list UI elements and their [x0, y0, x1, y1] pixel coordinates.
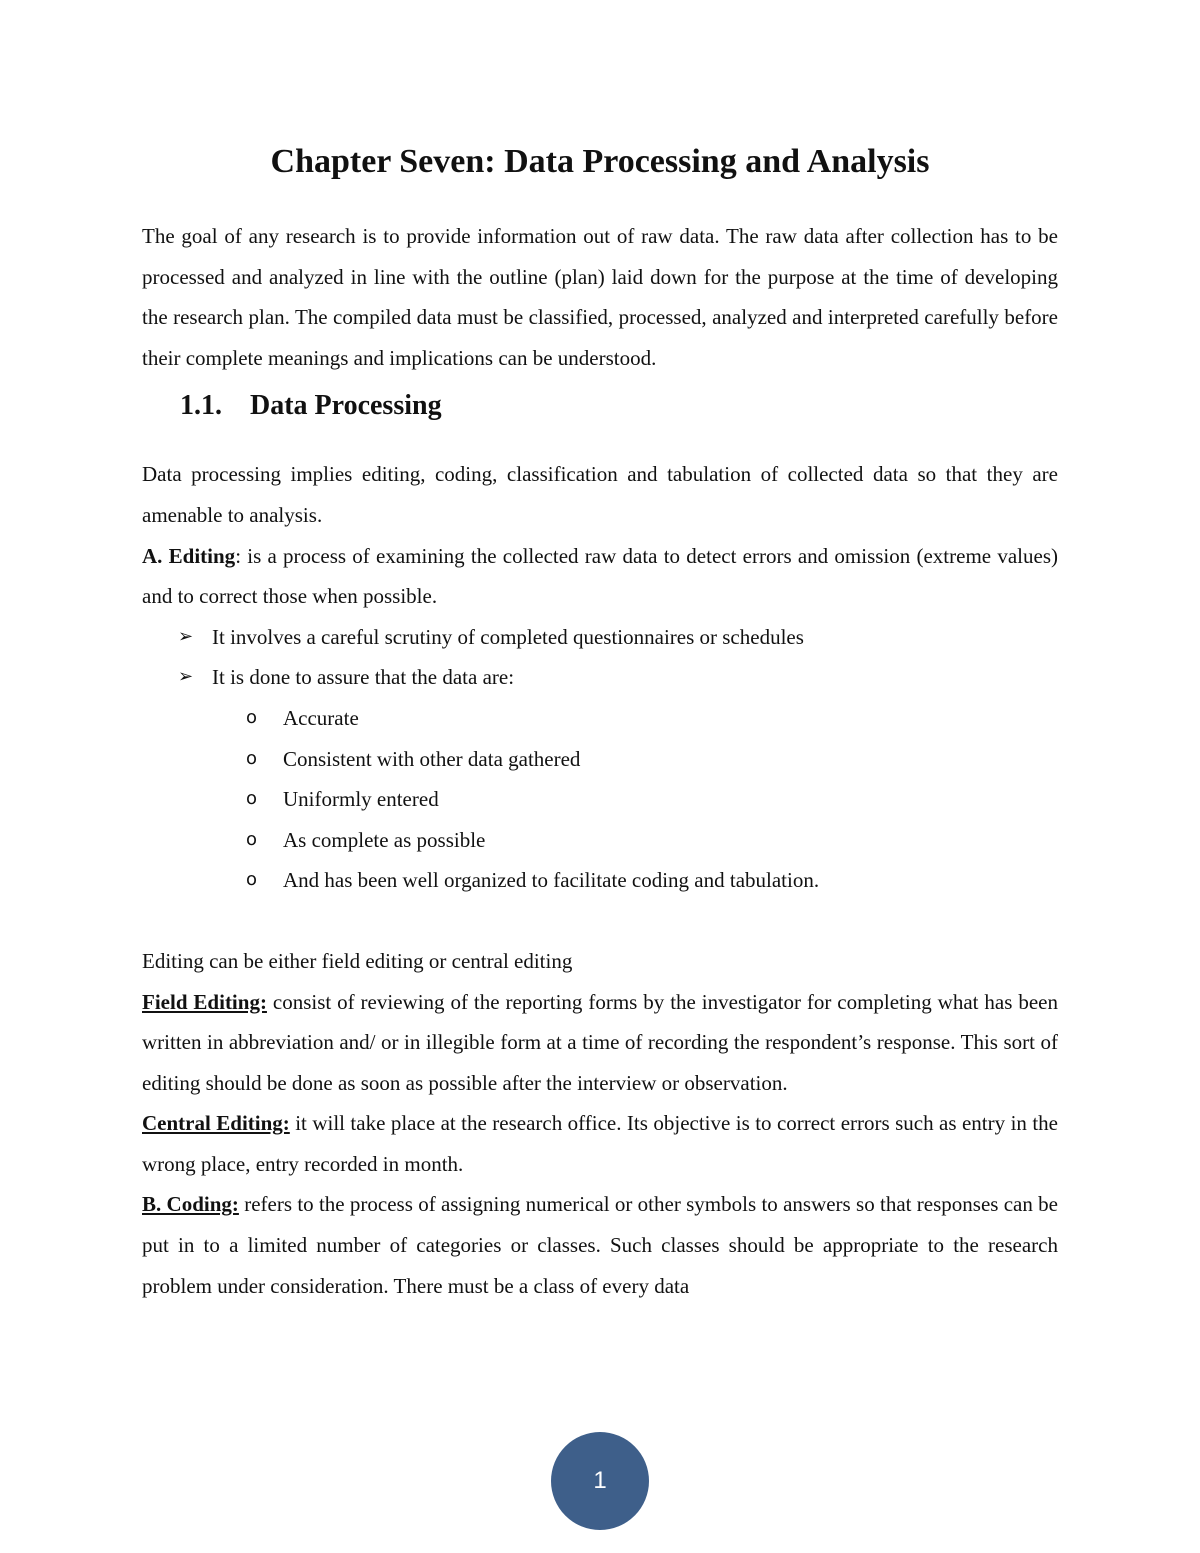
section-heading: [142, 378, 1058, 454]
document-body: [142, 216, 1058, 1306]
page-number-badge: 1: [551, 1432, 649, 1530]
editing-colon: :: [235, 543, 242, 568]
circle-bullet-icon: o: [246, 788, 258, 810]
circle-bullet-icon: o: [246, 869, 258, 891]
blank-line: [142, 901, 1058, 941]
circle-bullet-icon: o: [246, 747, 258, 769]
list-item: [142, 860, 1058, 901]
list-item-text: As complete as possible: [283, 827, 486, 852]
list-item: [142, 698, 1058, 739]
arrow-bullet-icon: ➢: [178, 625, 194, 647]
editing-types-paragraph: Editing can be either field editing or central editing: [142, 948, 573, 973]
list-item-text: Uniformly entered: [283, 787, 439, 812]
editing-label: A. Editing: [142, 543, 236, 568]
editing-points-list: [142, 617, 1058, 698]
list-item: [142, 739, 1058, 780]
list-item: [142, 657, 1058, 698]
list-item: [142, 617, 1058, 658]
chapter-title: Chapter Seven: Data Processing and Analysis: [270, 143, 930, 180]
editing-text: is a process of examining the collected raw data to detect errors and omission (extreme values) and to correct those when possible.: [142, 543, 1058, 609]
coding-paragraph: [142, 1184, 1058, 1306]
list-item-text: And has been well organized to facilitate coding and tabulation.: [283, 868, 820, 893]
editing-subpoints-list: [142, 698, 1058, 901]
circle-bullet-icon: o: [246, 706, 258, 728]
section-title: Data Processing: [250, 390, 442, 422]
central-editing-paragraph: [142, 1103, 1058, 1184]
section-number: 1.1.: [180, 390, 222, 422]
coding-text: refers to the process of assigning numerical or other symbols to answers so that responses can be put in to a limited number of categories or classes. Such classes should be appropriate to the research problem under consideration. There must be a class of every data: [142, 1192, 1059, 1298]
central-editing-label: Central Editing:: [142, 1111, 290, 1136]
field-editing-paragraph: [142, 982, 1058, 1104]
central-editing-text: it will take place at the research office. Its objective is to correct errors such as entry in the wrong place, entry recorded in month.: [142, 1111, 1058, 1176]
list-item-text: It is done to assure that the data are:: [212, 665, 515, 690]
field-editing-label: Field Editing:: [142, 989, 267, 1014]
processing-intro-paragraph: Data processing implies editing, coding, classification and tabulation of collected data so that they are amenable to analysis.: [142, 462, 1058, 527]
list-item-text: Consistent with other data gathered: [283, 746, 581, 771]
list-item-text: It involves a careful scrutiny of completed questionnaires or schedules: [212, 624, 804, 649]
list-item: [142, 779, 1058, 820]
list-item-text: Accurate: [283, 705, 359, 730]
coding-label: B. Coding:: [142, 1192, 239, 1217]
list-item: [142, 820, 1058, 861]
editing-paragraph: [142, 536, 1058, 617]
arrow-bullet-icon: ➢: [178, 666, 194, 688]
circle-bullet-icon: o: [246, 828, 258, 850]
intro-paragraph: The goal of any research is to provide information out of raw data. The raw data after collection has to be processed and analyzed in line with the outline (plan) laid down for the purpose at the time of developing the research plan. The compiled data must be classified, processed, analyzed and interpreted carefully before their complete meanings and implications can be understood.: [142, 224, 1058, 370]
field-editing-text: consist of reviewing of the reporting forms by the investigator for completing what has been written in abbreviation and/ or in illegible form at a time of recording the respondent’s response. This sort of editing should be done as soon as possible after the interview or observation.: [142, 989, 1058, 1095]
